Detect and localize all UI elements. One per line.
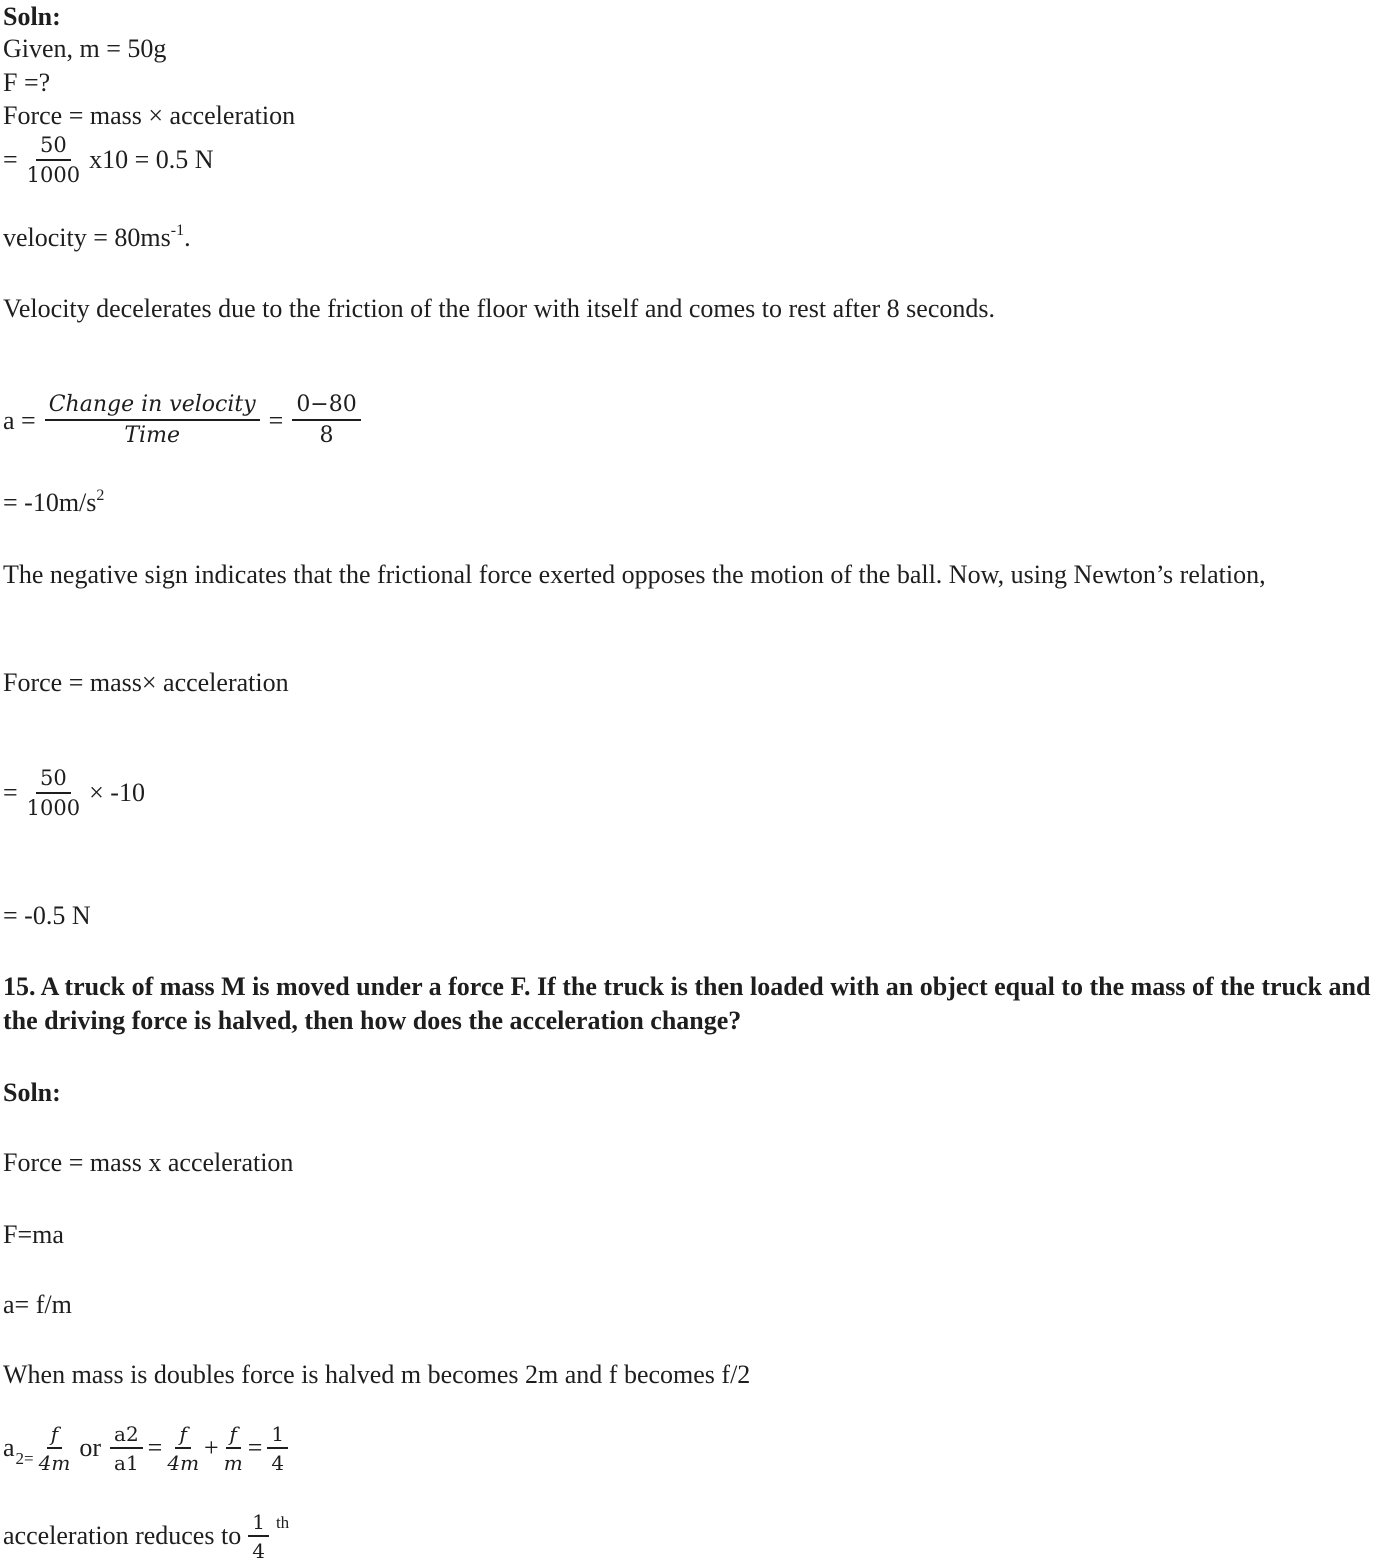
fraction-change-velocity-time [45,392,260,450]
a-fm-line: a= f/m [3,1290,72,1319]
fraction-50-1000 [27,133,80,188]
fraction-1-4 [248,1510,269,1563]
ordinal-superscript: th [275,1513,290,1533]
force-formula-line-3: Force = mass x acceleration [3,1148,294,1177]
force-formula-line-2: Force = mass× acceleration [3,668,289,697]
or-word: or [79,1433,102,1463]
soln-heading-2 [3,1076,1394,1110]
fraction-f-4m [39,1422,71,1475]
fraction-0-80-8 [292,392,360,450]
fraction-denominator: m [223,1451,243,1475]
plus-sign: + [204,1433,219,1463]
variable-a: a [3,1433,15,1463]
equation-result: x10 = 0.5 N [89,145,214,175]
soln-label: Soln: [3,2,61,31]
soln-label: Soln: [3,1078,61,1107]
fraction-numerator: Change in velocity [45,392,260,421]
equation-lhs: a = [3,405,36,435]
fraction-denominator: 1000 [26,796,81,821]
fraction-a2-a1 [110,1422,143,1475]
equals-sign: = [3,145,18,175]
soln-heading-1 [3,0,1394,34]
fraction-denominator: 1000 [26,163,81,188]
equals-sign: = [147,1433,163,1463]
superscript: 2 [96,487,105,504]
fraction-denominator: Time [124,423,180,449]
mass-doubles-line: When mass is doubles force is halved m becomes 2m and f becomes f/2 [3,1360,751,1389]
fraction-denominator: 4m [38,1451,71,1475]
force-calc-equation-2 [3,766,1394,821]
equation-result: × -10 [89,778,145,808]
fraction-numerator: f [175,1422,190,1449]
fraction-f-m [224,1422,243,1475]
acceleration-reduces-line [3,1510,1394,1563]
fraction-1-4 [267,1422,288,1475]
question-15: 15. A truck of mass M is moved under a force F. If the truck is then loaded with an object equal to the mass of the truck and the driving force is halved, then how does the acceleration change? [3,972,1371,1035]
equals-sign: = [268,405,284,435]
acceleration-result-line: = $-10m/s^2$ [3,487,105,517]
velocity-line: velocity = $80ms^{-1}$. [3,222,191,252]
force-unknown-line: F =? [3,68,51,97]
acceleration-ratio-equation: a 2= $\frac{f}{4m}$ or $\frac{a2}{a1}$ = $\frac{f}{4m}$ + $\frac{f}{m}$ = $\frac{1}{4}$ [3,1422,1394,1475]
fraction-f-4m [167,1422,199,1475]
fraction-numerator: f [47,1422,62,1449]
given-line: Given, m = 50g [3,34,167,63]
fraction-denominator: a1 [114,1451,139,1475]
f-ma-line: F=ma [3,1220,64,1249]
line-text: acceleration reduces to [3,1521,242,1551]
force-result-line: = -0.5 N [3,901,91,930]
negative-sign-note: The negative sign indicates that the frictional force exerted opposes the motion of the ball. Now, using Newton’s relation, [3,560,1266,589]
fraction-numerator: f [226,1422,241,1449]
fraction-numerator: 1 [248,1510,269,1537]
equals-sign: = [3,778,18,808]
fraction-numerator: 1 [267,1422,288,1449]
fraction-numerator: 0−80 [292,392,360,421]
fraction-denominator: 4 [252,1539,265,1563]
force-formula-line-1: Force = mass × acceleration [3,101,296,130]
fraction-denominator: 8 [319,423,334,449]
equals-sign: = [247,1433,263,1463]
fraction-denominator: 4 [271,1451,285,1475]
fraction-numerator: a2 [110,1422,143,1449]
superscript: -1 [170,222,185,239]
fraction-50-1000 [27,766,80,821]
force-calc-equation-1 [3,133,1394,188]
fraction-numerator: 50 [36,766,71,794]
deceleration-line: Velocity decelerates due to the friction of the floor with itself and comes to rest after 8 seconds. [3,294,995,323]
fraction-numerator: 50 [36,133,71,161]
acceleration-equation [3,392,1394,450]
fraction-denominator: 4m [167,1451,200,1475]
